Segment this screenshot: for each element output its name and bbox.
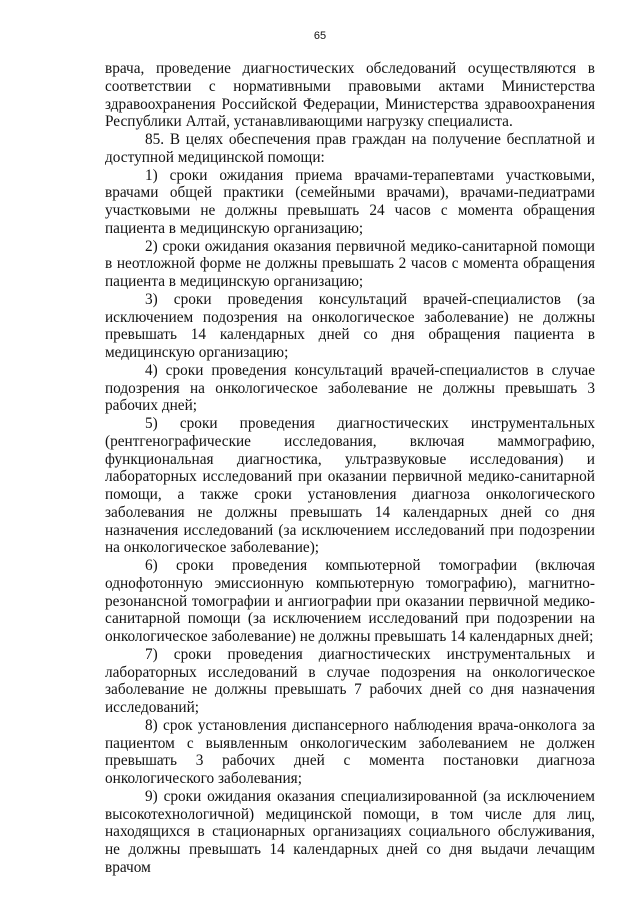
paragraph-continuation: врача, проведение диагностических обследований осуществляются в соответствии с нормативными правовыми актами Министерства здравоохранения Российской Федерации, Министерства здравоохранения Республики Алтай, устанавливающими нагрузку специалиста. <box>105 60 595 131</box>
list-item-7: 7) сроки проведения диагностических инструментальных и лабораторных исследований в случае подозрения на онкологическое заболевание не должны превышать 7 рабочих дней со дня назначения исследований; <box>105 645 595 716</box>
list-item-4: 4) сроки проведения консультаций врачей-специалистов в случае подозрения на онкологическое заболевание не должны превышать 3 рабочих дней; <box>105 361 595 415</box>
list-item-3: 3) сроки проведения консультаций врачей-специалистов (за исключением подозрения на онкологическое заболевание) не должны превышать 14 календарных дней со дня обращения пациента в медицинскую организацию; <box>105 290 595 361</box>
list-item-1: 1) сроки ожидания приема врачами-терапевтами участковыми, врачами общей практики (семейными врачами), врачами-педиатрами участковыми не должны превышать 24 часов с момента обращения пациента в медицинскую организацию; <box>105 166 595 237</box>
page-number: 65 <box>313 30 327 42</box>
list-item-6: 6) сроки проведения компьютерной томографии (включая однофотонную эмиссионную компьютерную томографию), магнитно-резонансной томографии и ангиографии при оказании первичной медико-санитарной помощи (за исключением исследований при подозрении на онкологическое заболевание) не должны превышать 14 календарных дней; <box>105 557 595 645</box>
list-item-8: 8) срок установления диспансерного наблюдения врача-онколога за пациентом с выявленным онкологическим заболеванием не должен превышать 3 рабочих дней с момента постановки диагноза онкологического заболевания; <box>105 716 595 787</box>
paragraph-85: 85. В целях обеспечения прав граждан на получение бесплатной и доступной медицинской помощи: <box>105 131 595 166</box>
list-item-5: 5) сроки проведения диагностических инструментальных (рентгенографические исследования, включая маммографию, функциональная диагностика, ультразвуковые исследования) и лабораторных исследований при оказании первичной медико-санитарной помощи, а также сроки установления диагноза онкологического заболевания не должны превышать 14 календарных дней со дня назначения исследований (за исключением исследований при подозрении на онкологическое заболевание); <box>105 415 595 557</box>
list-item-2: 2) сроки ожидания оказания первичной медико-санитарной помощи в неотложной форме не должны превышать 2 часов с момента обращения пациента в медицинскую организацию; <box>105 237 595 290</box>
list-item-9: 9) сроки ожидания оказания специализированной (за исключением высокотехнологичной) медицинской помощи, в том числе для лиц, находящихся в стационарных организациях социального обслуживания, не должны превышать 14 календарных дней со дня выдачи лечащим врачом <box>105 787 595 876</box>
document-body <box>105 60 595 877</box>
